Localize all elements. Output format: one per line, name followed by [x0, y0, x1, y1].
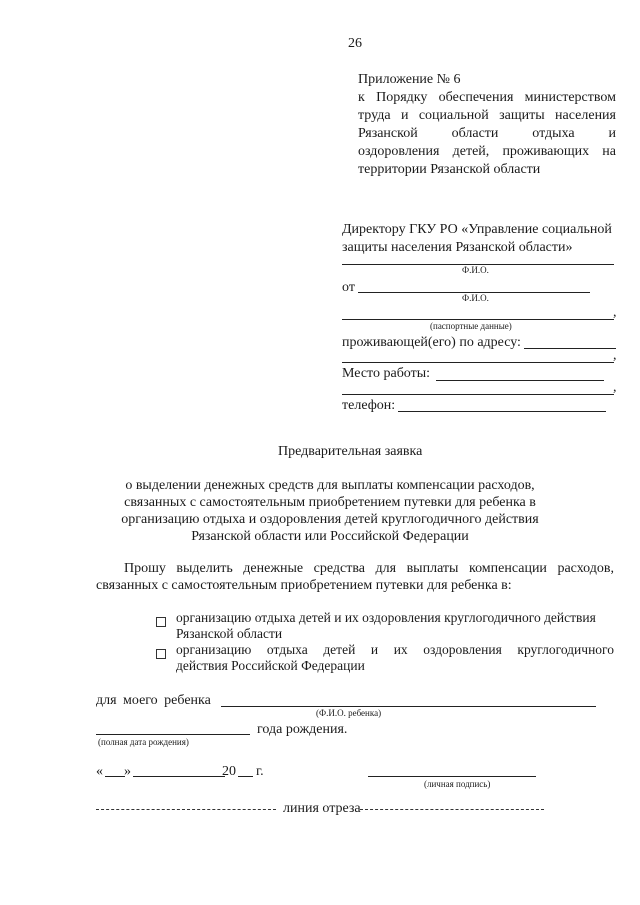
option-2-checkbox[interactable] [156, 646, 166, 664]
from-label: от [342, 280, 355, 295]
cut-line-left [96, 809, 276, 810]
appendix-line: территории Рязанской области [358, 162, 541, 177]
addressee-line: Директору ГКУ РО «Управление социальной [342, 222, 612, 237]
subtitle-line: связанных с самостоятельным приобретением путевки для ребенка в [124, 495, 536, 510]
comma: , [613, 380, 617, 395]
appendix-line: к Порядку обеспечения министерством [358, 90, 616, 105]
date-quote-close: » [124, 764, 131, 779]
subtitle-line: о выделении денежных средств для выплаты компенсации расходов, [125, 478, 535, 493]
month-field-line[interactable] [133, 776, 225, 777]
appendix-line: оздоровления детей, проживающих на [358, 144, 616, 159]
year-of-birth-label: года рождения. [257, 722, 348, 737]
address-field-line[interactable] [524, 348, 616, 349]
full-birth-date-label: (полная дата рождения) [98, 737, 189, 747]
option-2-text: организацию отдыха детей и их оздоровления круглогодичного [176, 642, 614, 657]
signature-field-line[interactable] [368, 776, 536, 777]
for-child-label: для моего ребенка [96, 693, 211, 708]
passport-label: (паспортные данные) [430, 321, 512, 331]
appendix-line: Рязанской области отдыха и [358, 126, 616, 141]
cut-line-label: линия отреза [283, 801, 361, 816]
appendix-line: труда и социальной защиты населения [358, 108, 616, 123]
birth-date-field-line[interactable] [96, 734, 250, 735]
address-field-line-2[interactable] [342, 362, 614, 363]
year-field-line[interactable] [238, 776, 253, 777]
addressee-line: защиты населения Рязанской области» [342, 240, 573, 255]
date-quote-open: « [96, 764, 103, 779]
comma: , [613, 348, 617, 363]
address-label: проживающей(его) по адресу: [342, 335, 521, 350]
phone-label: телефон: [342, 398, 396, 413]
year-prefix: 20 [222, 764, 236, 779]
work-label: Место работы: [342, 366, 431, 381]
child-fio-label: (Ф.И.О. ребенка) [316, 708, 382, 718]
signature-label: (личная подпись) [424, 779, 491, 789]
work-field-line[interactable] [436, 380, 604, 381]
appendix-title: Приложение № 6 [358, 72, 461, 87]
passport-field-line[interactable] [342, 319, 614, 320]
year-suffix: г. [256, 764, 264, 779]
comma: , [613, 305, 617, 320]
subtitle-line: организацию отдыха и оздоровления детей круглогодичного действия [121, 512, 539, 527]
child-fio-field-line[interactable] [221, 706, 596, 707]
page-number: 26 [348, 36, 362, 51]
request-line: связанных с самостоятельным приобретением путевки для ребенка в: [96, 578, 512, 593]
option-2-text-2: действия Российской Федерации [176, 658, 365, 673]
cut-line-right [360, 809, 544, 810]
fio-label-2: Ф.И.О. [462, 293, 489, 303]
subtitle-line: Рязанской области или Российской Федерации [191, 529, 469, 544]
fio-label: Ф.И.О. [462, 265, 489, 275]
day-field-line[interactable] [105, 776, 125, 777]
option-1-text: организацию отдыха детей и их оздоровления круглогодичного действия [176, 610, 596, 625]
option-1-text-2: Рязанской области [176, 626, 283, 641]
request-line: Прошу выделить денежные средства для выплаты компенсации расходов, [124, 561, 614, 576]
option-1-checkbox[interactable] [156, 614, 166, 632]
application-title: Предварительная заявка [278, 444, 423, 459]
phone-field-line[interactable] [398, 411, 606, 412]
work-field-line-2[interactable] [342, 394, 614, 395]
